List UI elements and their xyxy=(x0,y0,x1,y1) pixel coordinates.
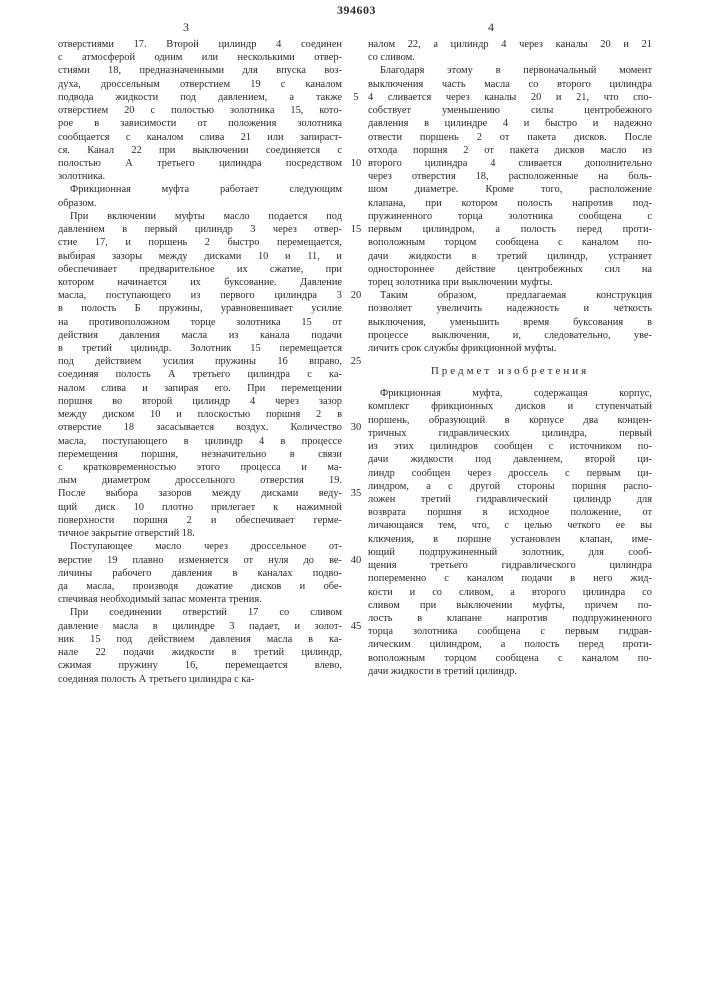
text-line: дачи жидкости в третий цилиндр, устраняет xyxy=(368,250,652,263)
page-number-left: 3 xyxy=(183,20,189,34)
text-line: выбирая зазоры между дисками 10 и 11, и xyxy=(58,250,342,263)
left-column xyxy=(58,38,342,686)
text-line: отверстием 20 с полостью золотника 15, кото- xyxy=(58,104,342,117)
margin-line-number: 10 xyxy=(349,157,363,170)
text-line: обеспечивает предварительное их сжатие, при xyxy=(58,263,342,276)
text-line: воположным торцом сообщена с каналом по- xyxy=(368,652,652,665)
paragraph xyxy=(368,289,652,355)
text-line: собствует уменьшению силы центробежного xyxy=(368,104,652,117)
text-line: давление масла в цилиндре 3 падает, и золот- xyxy=(58,620,342,633)
text-line: сообщается с каналом слива 21 или запираст- xyxy=(58,131,342,144)
text-line: духа, дроссельным отверстием 19 с каналом xyxy=(58,78,342,91)
text-line: с атмосферой одним или несколькими отвер- xyxy=(58,51,342,64)
text-line: налом слива и запирая его. При перемещении xyxy=(58,382,342,395)
text-line: лическим цилиндром, а полость перед проти- xyxy=(368,638,652,651)
right-column xyxy=(368,38,652,678)
text-line: Фрикционная муфта работает следующим xyxy=(58,183,342,196)
text-line: через отверстия 18, расположенные на боль- xyxy=(368,170,652,183)
margin-line-number: 20 xyxy=(349,289,363,302)
margin-line-number: 35 xyxy=(349,487,363,500)
margin-line-number: 45 xyxy=(349,620,363,633)
text-line: налом 22, а цилиндр 4 через каналы 20 и 21 xyxy=(368,38,652,51)
text-line: с кратковременностью этого процесса и ма- xyxy=(58,461,342,474)
text-line: отверстиями 17. Второй цилиндр 4 соединен xyxy=(58,38,342,51)
text-line: ложен третий гидравлический цилиндр для xyxy=(368,493,652,506)
text-line: давления в цилиндре 4 и быстро и надежно xyxy=(368,117,652,130)
text-line: При включении муфты масло подается под xyxy=(58,210,342,223)
text-line: Фрикционная муфта, содержащая корпус, xyxy=(368,387,652,400)
text-line: воположным торцом сообщена с каналом по- xyxy=(368,236,652,249)
text-line: личины рабочего давления в каналах подво- xyxy=(58,567,342,580)
margin-line-number: 40 xyxy=(349,554,363,567)
text-line: ющий подпружиненный золотник, для сооб- xyxy=(368,546,652,559)
text-line: действия давления масла из канала подачи xyxy=(58,329,342,342)
text-line: стие 17, и поршень 2 быстро перемещается, xyxy=(58,236,342,249)
text-line: котором начинается их буксование. Давление xyxy=(58,276,342,289)
text-line: линдром, а с другой стороны поршня распо- xyxy=(368,480,652,493)
margin-line-number: 5 xyxy=(349,91,363,104)
text-line: выключения, уменьшить время буксования в xyxy=(368,316,652,329)
text-line: подвода жидкости под давлением, а также xyxy=(58,91,342,104)
text-line: комплект фрикционных дисков и ступенчатый xyxy=(368,400,652,413)
text-line: отхода поршня 2 от пакета дисков масло из xyxy=(368,144,652,157)
text-line: 4 сливается через каналы 20 и 21, что спо- xyxy=(368,91,652,104)
text-line: ся. Канал 22 при выключении соединяется с xyxy=(58,144,342,157)
text-line: возврата поршня в исходное положение, от xyxy=(368,506,652,519)
text-line: отверстие 18 засасывается воздух. Количество xyxy=(58,421,342,434)
paragraph xyxy=(58,606,342,685)
text-line: лым диаметром дроссельного отверстия 19. xyxy=(58,474,342,487)
text-line: стиями 18, предназначенными для впуска воз- xyxy=(58,64,342,77)
text-line: попеременно с каналом подачи в него жид- xyxy=(368,572,652,585)
paragraph xyxy=(58,540,342,606)
text-line: рое в зависимости от положения золотника xyxy=(58,117,342,130)
text-line: масла, поступающего из первого цилиндра 3 xyxy=(58,289,342,302)
text-line: шом диаметре. Кроме того, расположение xyxy=(368,183,652,196)
claims-heading: Предмет изобретения xyxy=(368,365,652,378)
text-line: После выбора зазоров между дисками веду- xyxy=(58,487,342,500)
text-line: торца золотника сообщена с первым гидрав- xyxy=(368,625,652,638)
text-line: сливом при выключении муфты, причем по- xyxy=(368,599,652,612)
text-line: второго цилиндра 4 сливается дополнительно xyxy=(368,157,652,170)
margin-line-number: 25 xyxy=(349,355,363,368)
text-line: спечивая необходимый запас момента трения. xyxy=(58,593,342,606)
text-line: из этих цилиндров сообщен с источником по- xyxy=(368,440,652,453)
text-line: под действием усилия пружины 16 вправо, xyxy=(58,355,342,368)
text-line: дачи жидкости под давлением, второй ци- xyxy=(368,453,652,466)
text-line: кости и со сливом, а второго цилиндра со xyxy=(368,586,652,599)
text-line: личить срок службы фрикционной муфты. xyxy=(368,342,652,355)
text-line: перемещения поршня, незначительно в связи xyxy=(58,448,342,461)
text-line: дачи жидкости в третий цилиндр. xyxy=(368,665,652,678)
text-line: При соединении отверстий 17 со сливом xyxy=(58,606,342,619)
patent-number: 394603 xyxy=(337,3,376,17)
text-line: щий диск 10 плотно прилегает к нажимной xyxy=(58,501,342,514)
text-line: тичное закрытие отверстий 18. xyxy=(58,527,342,540)
text-line: полостью А третьего цилиндра посредством xyxy=(58,157,342,170)
text-line: масла, поступающего в цилиндр 4 в процессе xyxy=(58,435,342,448)
text-line: соединяя полость А третьего цилиндра с ка- xyxy=(58,368,342,381)
text-line: щения третьего гидравлического цилиндра xyxy=(368,559,652,572)
text-line: сжимая пружину 16, перемещается влево, xyxy=(58,659,342,672)
text-line: позволяет увеличить надежность и четкость xyxy=(368,302,652,315)
text-line: пружиненного торца золотника сообщена с xyxy=(368,210,652,223)
text-line: поверхности поршня 2 и обеспечивает герме- xyxy=(58,514,342,527)
text-line: соединяя полость А третьего цилиндра с ка- xyxy=(58,673,342,686)
paragraph xyxy=(58,210,342,540)
text-line: верстие 19 плавно изменяется от нуля до ве- xyxy=(58,554,342,567)
text-line: на противоположном торце золотника 15 от xyxy=(58,316,342,329)
text-line: первым цилиндром, а полость перед проти- xyxy=(368,223,652,236)
text-line: Таким образом, предлагаемая конструкция xyxy=(368,289,652,302)
text-line: одностороннее действие центробежных сил на xyxy=(368,263,652,276)
text-line: со сливом. xyxy=(368,51,652,64)
text-line: личающаяся тем, что, с целью четкого ее вы xyxy=(368,519,652,532)
text-line: выключения часть масла со второго цилиндра xyxy=(368,78,652,91)
paragraph xyxy=(58,183,342,209)
text-line: ключения, в поршне установлен клапан, име- xyxy=(368,533,652,546)
text-line: между диском 10 и плоскостью поршня 2 в xyxy=(58,408,342,421)
text-line: процессе выключения, и, следовательно, уве- xyxy=(368,329,652,342)
text-line: отвести поршень 2 от пакета дисков. После xyxy=(368,131,652,144)
text-line: Поступающее масло через дроссельное от- xyxy=(58,540,342,553)
text-line: поршня во второй цилиндр 4 через зазор xyxy=(58,395,342,408)
text-line: в третий цилиндр. Золотник 15 перемещается xyxy=(58,342,342,355)
text-line: торец золотника при выключении муфты. xyxy=(368,276,652,289)
paragraph xyxy=(368,387,652,678)
paragraph xyxy=(368,64,652,289)
text-line: тричных гидравлических цилиндра, первый xyxy=(368,427,652,440)
text-line: да масла, производя дожатие дисков и обе- xyxy=(58,580,342,593)
text-line: образом. xyxy=(58,197,342,210)
text-line: поршень, образующий в корпусе два концен- xyxy=(368,414,652,427)
paragraph xyxy=(368,38,652,64)
text-line: золотника. xyxy=(58,170,342,183)
margin-line-number: 30 xyxy=(349,421,363,434)
text-line: клапана, при котором полость напротив под- xyxy=(368,197,652,210)
paragraph xyxy=(58,38,342,183)
text-line: нале 22 подачи жидкости в третий цилиндр, xyxy=(58,646,342,659)
page-number-right: 4 xyxy=(488,20,494,34)
text-line: линдр сообщен через дроссель с первым ци- xyxy=(368,467,652,480)
text-line: лость в клапане напротив подпружиненного xyxy=(368,612,652,625)
margin-line-number: 15 xyxy=(349,223,363,236)
text-line: в полость Б пружины, уравновешивает усилие xyxy=(58,302,342,315)
text-line: ник 15 под действием давления масла в ка- xyxy=(58,633,342,646)
text-line: давлением в первый цилиндр 3 через отвер- xyxy=(58,223,342,236)
text-line: Благодаря этому в первоначальный момент xyxy=(368,64,652,77)
